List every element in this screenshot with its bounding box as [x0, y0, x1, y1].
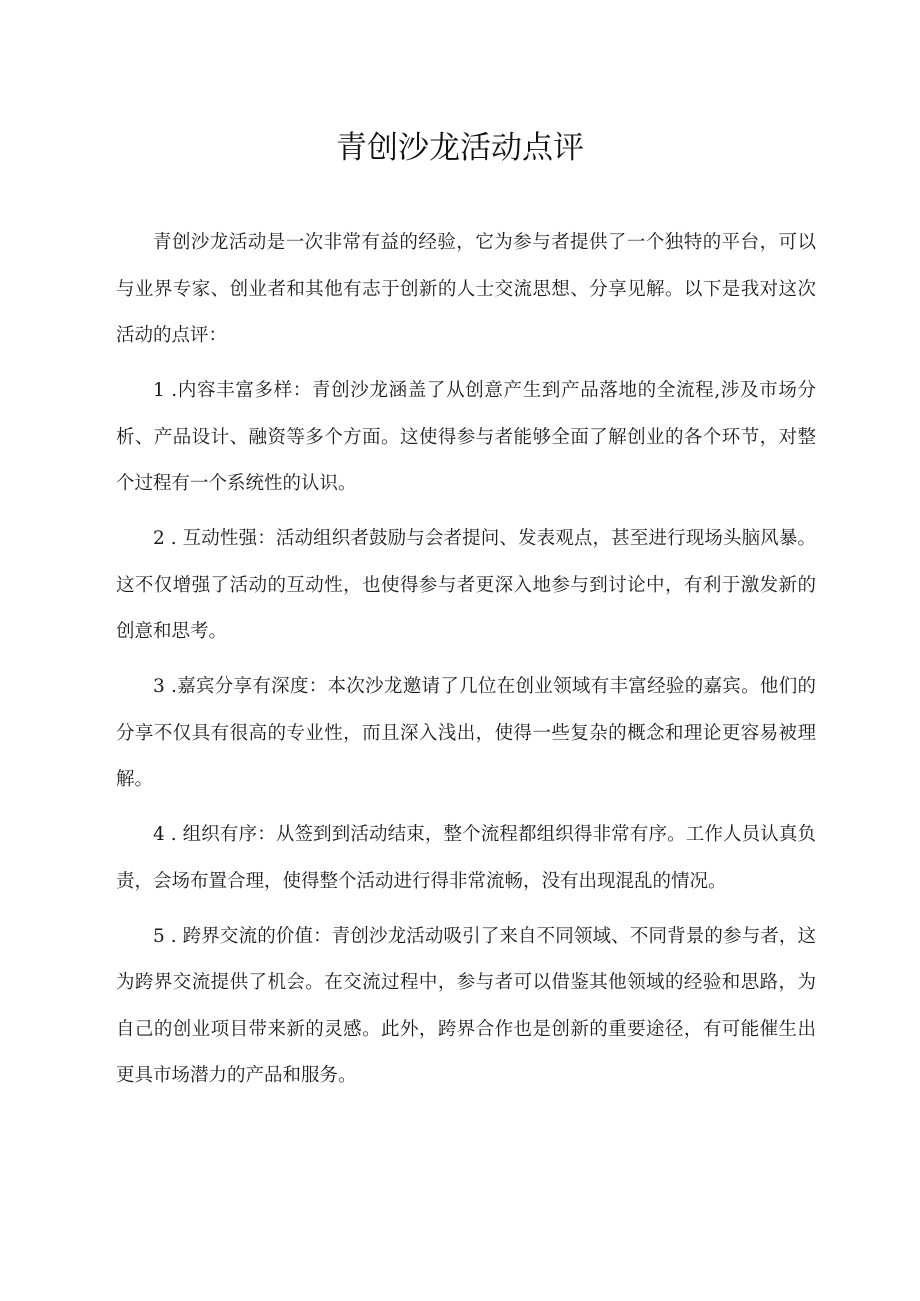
point-3-paragraph: 3 .嘉宾分享有深度：本次沙龙邀请了几位在创业领域有丰富经验的嘉宾。他们的分享不仅具有很高的专业性，而且深入浅出，使得一些复杂的概念和理论更容易被理解。 [116, 676, 816, 790]
point-1-paragraph: 1 .内容丰富多样：青创沙龙涵盖了从创意产生到产品落地的全流程,涉及市场分析、产品设计、融资等多个方面。这使得参与者能够全面了解创业的各个环节，对整个过程有一个系统性的认识。 [116, 380, 816, 494]
document-title: 青创沙龙活动点评 [336, 130, 584, 166]
intro-paragraph: 青创沙龙活动是一次非常有益的经验，它为参与者提供了一个独特的平台，可以与业界专家、创业者和其他有志于创新的人士交流思想、分享见解。以下是我对这次活动的点评： [116, 232, 816, 346]
point-2-paragraph: 2 . 互动性强：活动组织者鼓励与会者提问、发表观点，甚至进行现场头脑风暴。这不仅增强了活动的互动性，也使得参与者更深入地参与到讨论中，有利于激发新的创意和思考。 [116, 528, 816, 642]
document-body [116, 220, 816, 1108]
point-5-paragraph: 5 . 跨界交流的价值：青创沙龙活动吸引了来自不同领域、不同背景的参与者，这为跨界交流提供了机会。在交流过程中，参与者可以借鉴其他领域的经验和思路，为自己的创业项目带来新的灵感。此外，跨界合作也是创新的重要途径，有可能催生出更具市场潜力的产品和服务。 [116, 925, 816, 1086]
point-4-paragraph: 4 . 组织有序：从签到到活动结束，整个流程都组织得非常有序。工作人员认真负责，会场布置合理，使得整个活动进行得非常流畅，没有出现混乱的情况。 [116, 824, 816, 892]
